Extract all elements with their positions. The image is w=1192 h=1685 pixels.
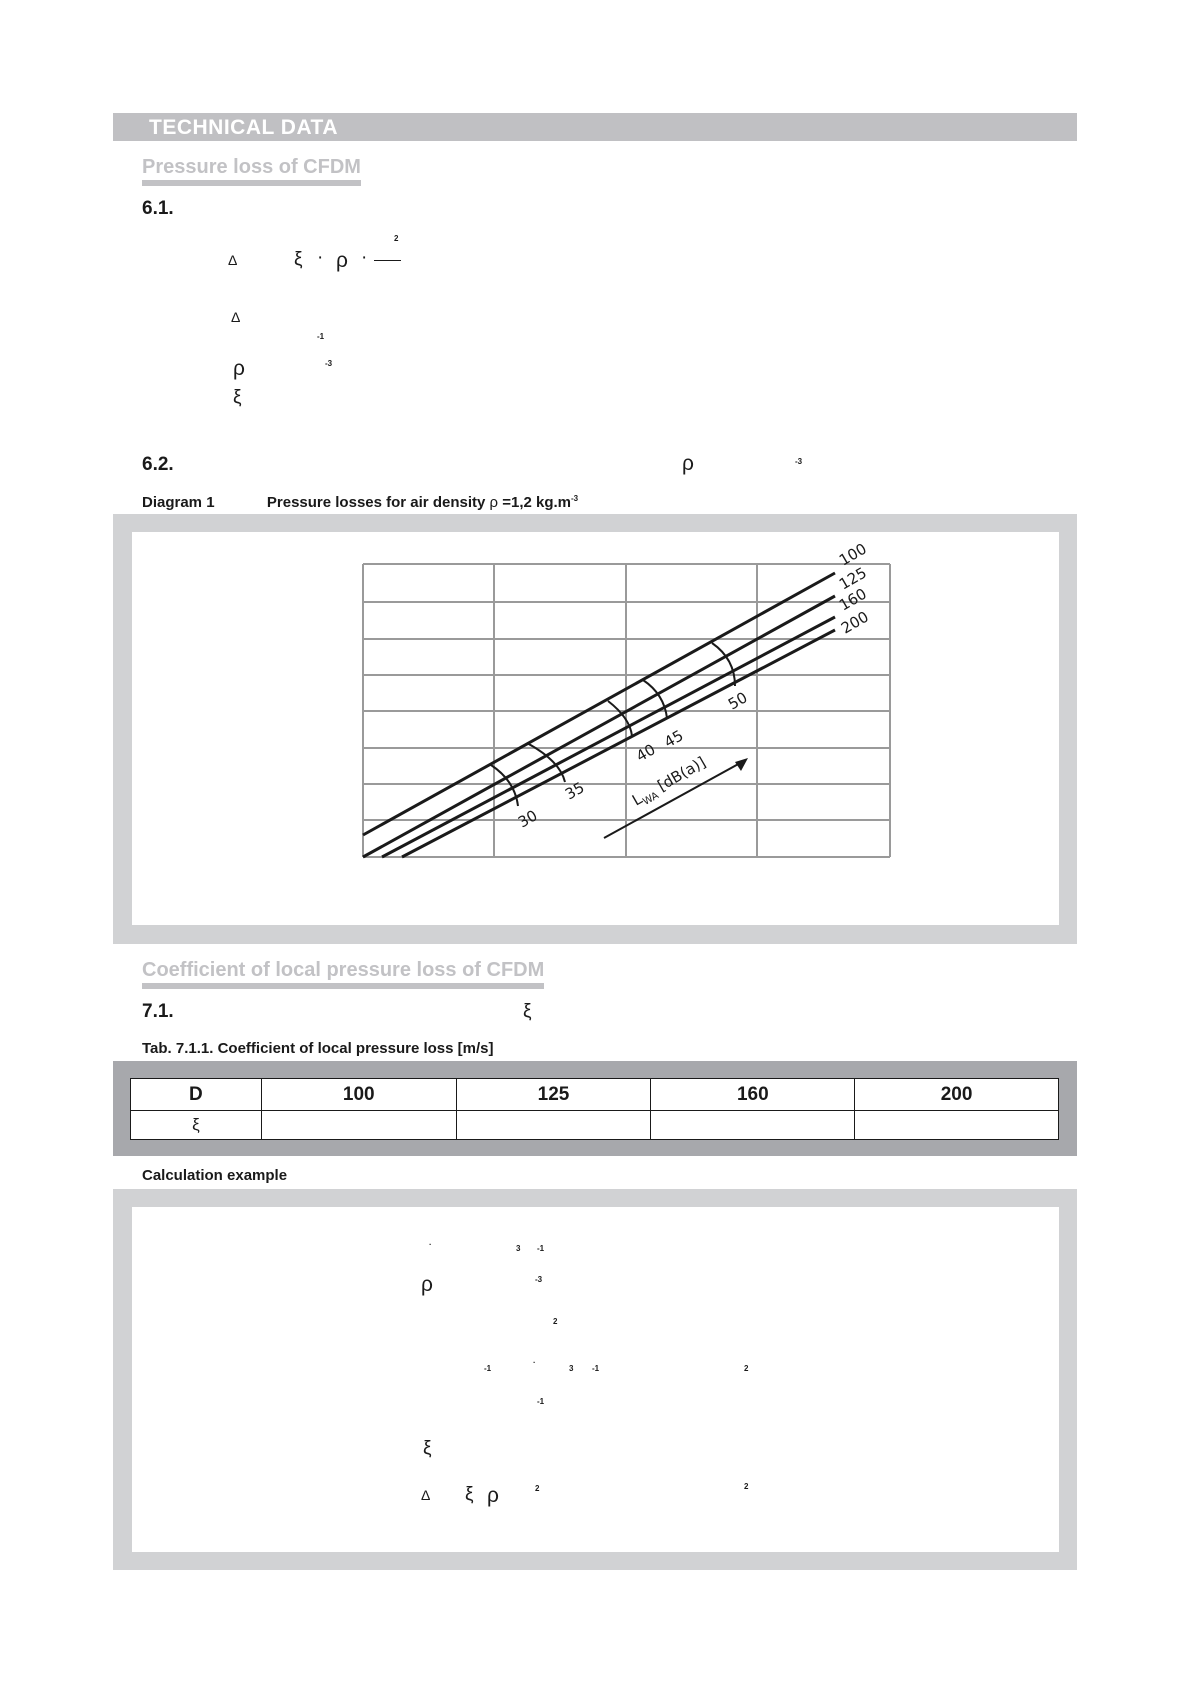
ex4-dot: · xyxy=(533,1358,536,1367)
series-label-100: 100 xyxy=(836,539,870,570)
paragraph-number-6-2: 6.2. xyxy=(142,454,174,475)
table-frame xyxy=(113,1061,1077,1156)
ex3-exp: 2 xyxy=(553,1317,558,1326)
table-header-160: 160 xyxy=(651,1079,855,1111)
formula-xi: ξ xyxy=(294,249,303,270)
series-label-125: 125 xyxy=(836,563,870,594)
diagram-caption-label: Diagram 1 xyxy=(142,494,215,511)
def-rho: ρ xyxy=(233,357,245,380)
diagram-caption-exp: -3 xyxy=(571,494,579,503)
diagram-caption-rho: ρ xyxy=(489,494,499,511)
table-row xyxy=(131,1111,1059,1140)
def-delta: Δ xyxy=(231,309,241,325)
ex5-exp: -1 xyxy=(537,1397,545,1406)
series-label-160: 160 xyxy=(836,584,870,615)
table-header-200: 200 xyxy=(855,1079,1059,1111)
banner-title: TECHNICAL DATA xyxy=(149,116,338,139)
section-title-coefficient: Coefficient of local pressure loss of CFDM xyxy=(142,958,544,989)
ex7-rho: ρ xyxy=(487,1484,499,1507)
calc-example-panel xyxy=(132,1207,1059,1552)
calc-example-frame xyxy=(113,1189,1077,1570)
noise-axis-label-main: L xyxy=(629,789,646,810)
series-line-100 xyxy=(363,573,835,835)
series-line-125 xyxy=(363,596,835,857)
s71-xi: ξ xyxy=(523,1001,532,1022)
formula-dot-2: · xyxy=(361,247,368,268)
ex4-exp-3: -1 xyxy=(592,1364,600,1373)
noise-label-50: 50 xyxy=(725,688,751,714)
formula-delta: Δ xyxy=(228,252,238,268)
table-cell xyxy=(855,1111,1059,1140)
diagram-caption-text: Pressure losses for air density xyxy=(266,494,486,511)
section-title-pressure-loss: Pressure loss of CFDM xyxy=(142,155,361,186)
chart-series-lines xyxy=(363,573,835,857)
table-cell xyxy=(261,1111,456,1140)
def-exp-1: -1 xyxy=(317,332,325,341)
calc-example-caption: Calculation example xyxy=(142,1167,288,1184)
table-header-row xyxy=(131,1079,1059,1111)
table-cell xyxy=(456,1111,651,1140)
series-label-200: 200 xyxy=(838,607,872,638)
table-header-100: 100 xyxy=(261,1079,456,1111)
table-row-label-xi: ξ xyxy=(131,1111,262,1140)
ex4-exp-4: 2 xyxy=(744,1364,749,1373)
noise-label-45: 45 xyxy=(661,726,687,752)
arrow-head xyxy=(735,758,748,771)
series-line-200 xyxy=(402,630,835,857)
paragraph-number-6-1: 6.1. xyxy=(142,198,174,219)
def-xi: ξ xyxy=(233,387,242,408)
paragraph-number-7-1: 7.1. xyxy=(142,1001,174,1022)
formula-rho: ρ xyxy=(336,249,348,272)
def-exp-3: -3 xyxy=(325,359,333,368)
ex7-exp-1: 2 xyxy=(535,1484,540,1493)
diagram-caption-value: =1,2 kg.m xyxy=(502,494,572,511)
noise-label-30: 30 xyxy=(515,806,541,832)
ex1-dot: · xyxy=(429,1240,432,1249)
coefficient-table xyxy=(130,1078,1059,1140)
noise-axis-label-unit: [dB(a)] xyxy=(650,753,709,798)
ex7-delta: Δ xyxy=(421,1487,431,1503)
ex4-exp-2: 3 xyxy=(569,1364,574,1373)
table-cell xyxy=(651,1111,855,1140)
ex2-rho: ρ xyxy=(421,1273,433,1296)
ex4-exp-1: -1 xyxy=(484,1364,492,1373)
formula-dot-1: · xyxy=(317,247,324,268)
ex6-xi: ξ xyxy=(423,1438,432,1459)
ex7-xi: ξ xyxy=(465,1484,474,1505)
s62-exp: -3 xyxy=(795,457,803,466)
noise-label-40: 40 xyxy=(633,740,659,766)
noise-label-35: 35 xyxy=(562,778,588,804)
ex1-exp-minus1: -1 xyxy=(537,1244,545,1253)
s62-rho: ρ xyxy=(682,452,694,475)
ex1-exp-3: 3 xyxy=(516,1244,521,1253)
ex7-exp-2: 2 xyxy=(744,1482,749,1491)
table-caption: Tab. 7.1.1. Coefficient of local pressure loss [m/s] xyxy=(142,1040,494,1057)
table-header-d: D xyxy=(131,1079,262,1111)
noise-axis-label-sub: WA xyxy=(641,790,661,808)
ex2-exp: -3 xyxy=(535,1275,543,1284)
table-header-125: 125 xyxy=(456,1079,651,1111)
formula-square: 2 xyxy=(394,234,399,243)
